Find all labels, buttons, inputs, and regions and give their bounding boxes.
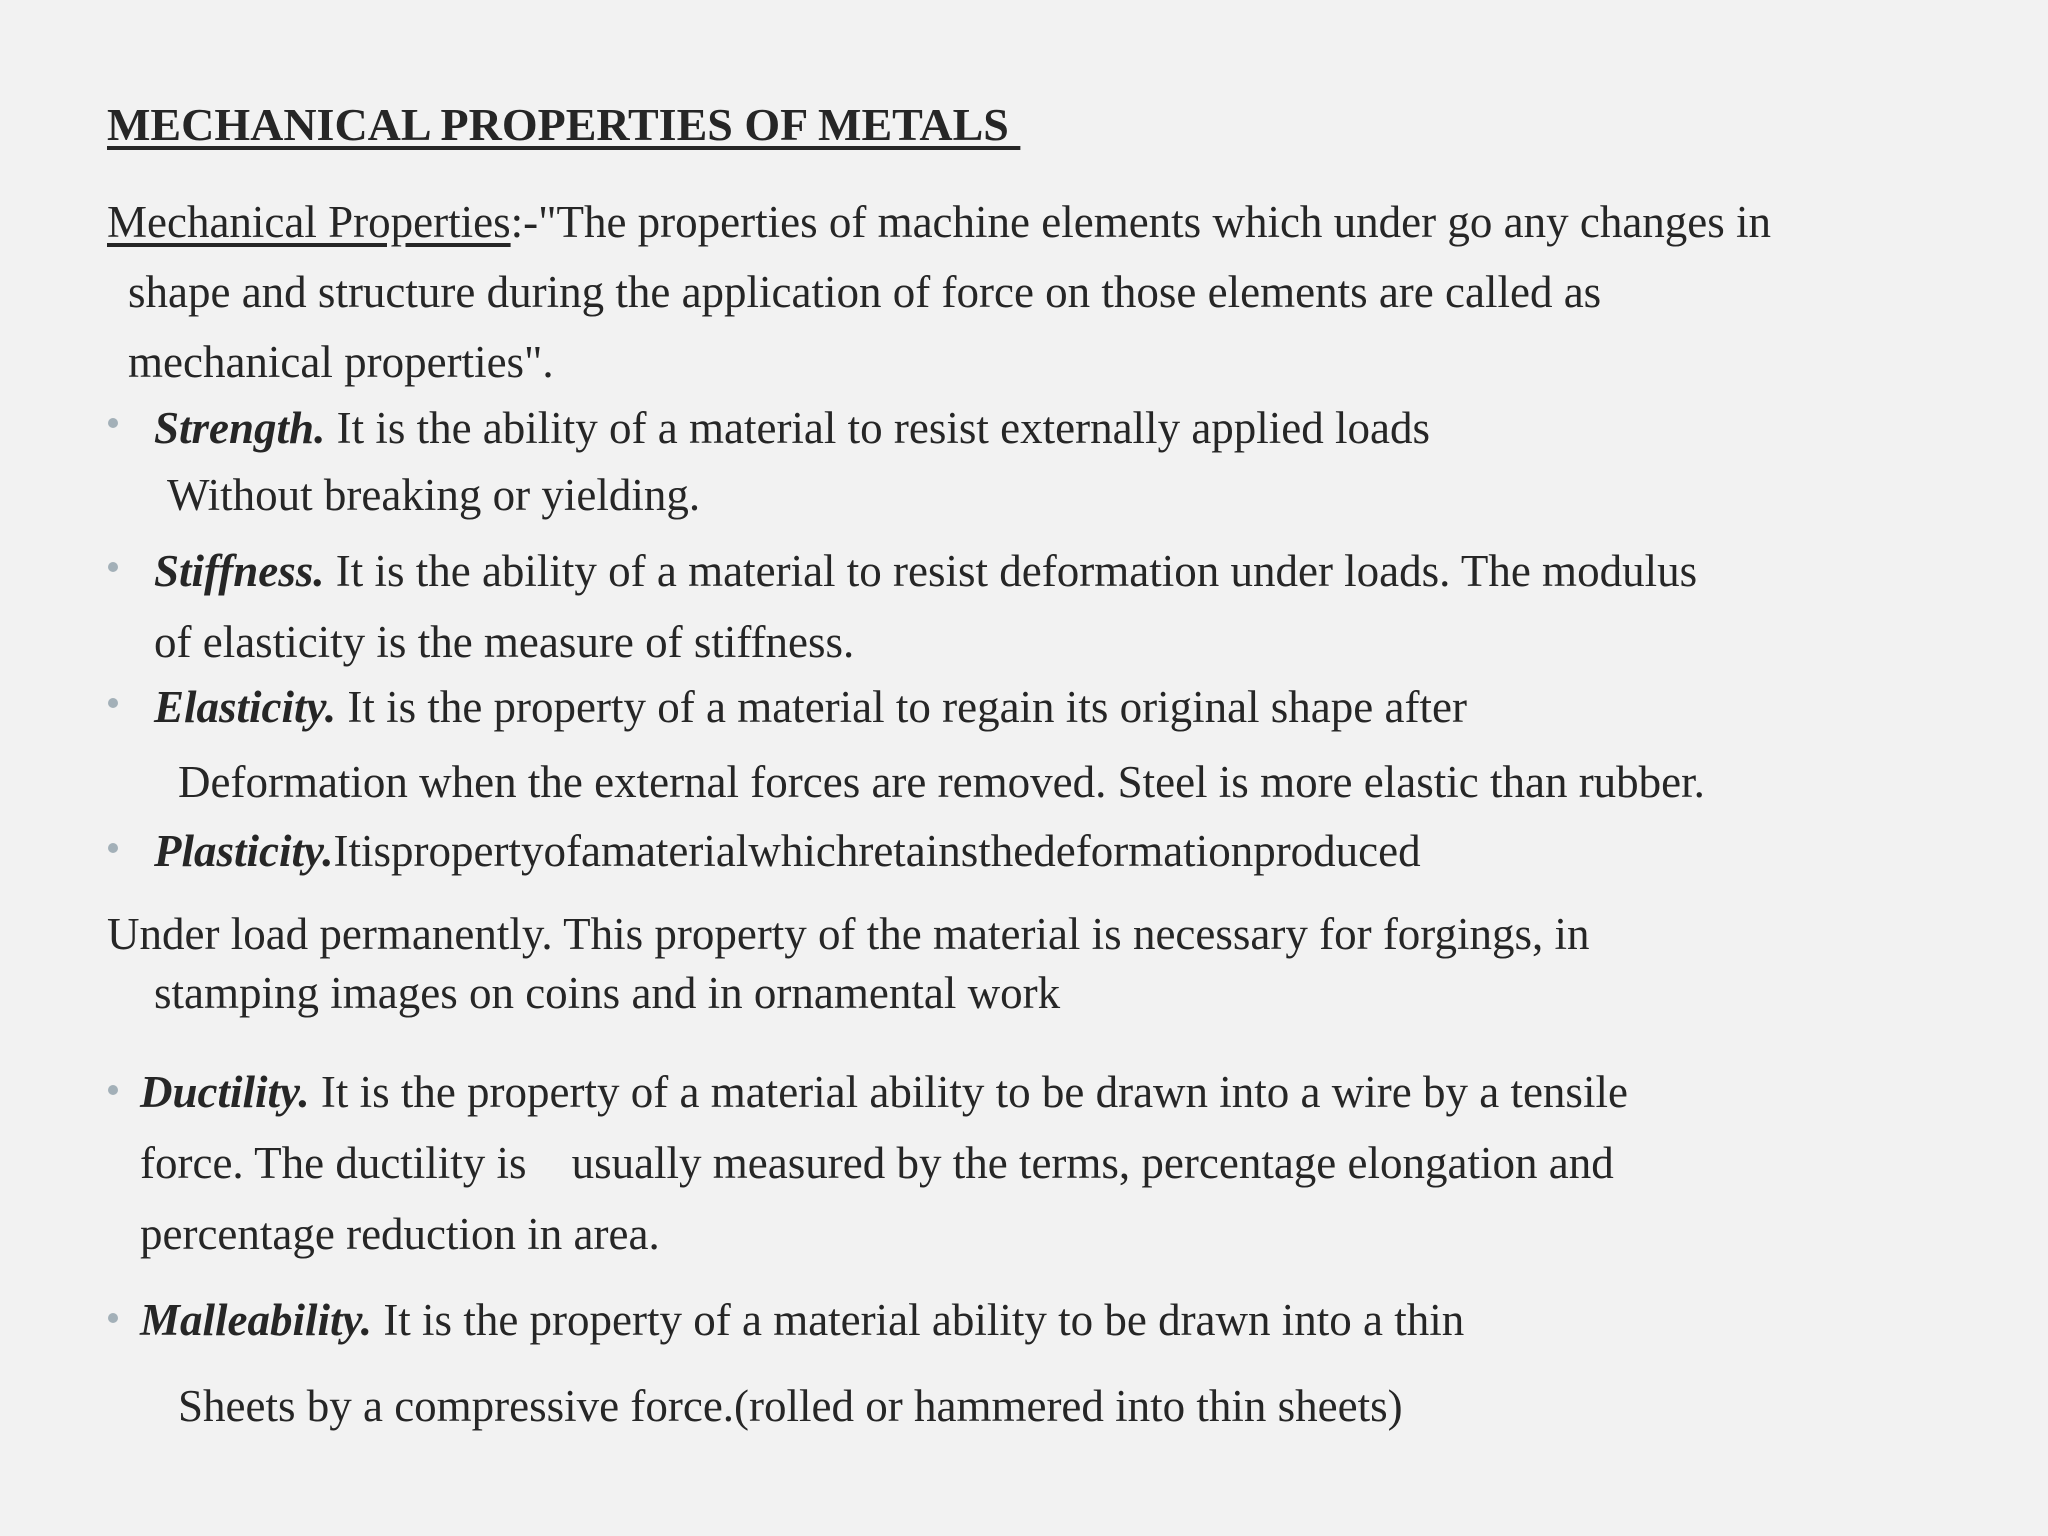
ductility-term: Ductility. [140, 1067, 310, 1117]
strength-line-1 [154, 403, 1431, 453]
definition-text-1: :-"The properties of machine elements which under go any changes in [510, 197, 1772, 247]
stiffness-line-2: of elasticity is the measure of stiffness. [154, 617, 855, 667]
ductility-line-2: force. The ductility is usually measured by the terms, percentage elongation and [140, 1138, 1614, 1188]
strength-text-1: It is the ability of a material to resist externally applied loads [325, 403, 1431, 453]
plasticity-term: Plasticity. [154, 826, 334, 876]
bullet-stiffness [108, 562, 118, 572]
elasticity-text-1: It is the property of a material to regain its original shape after [336, 682, 1467, 732]
elasticity-line-1 [154, 682, 1467, 732]
ductility-line-1 [140, 1067, 1628, 1117]
bullet-strength [108, 418, 118, 428]
definition-term: Mechanical Properties [107, 197, 511, 247]
ductility-text-1: It is the property of a material ability to be drawn into a wire by a tensile [309, 1067, 1628, 1117]
strength-line-2: Without breaking or yielding. [167, 470, 701, 520]
bullet-ductility [108, 1085, 118, 1095]
definition-line-2: shape and structure during the application of force on those elements are called as [128, 267, 1602, 317]
stiffness-line-1 [154, 546, 1698, 596]
bullet-elasticity [108, 698, 118, 708]
elasticity-term: Elasticity. [154, 682, 337, 732]
plasticity-line-1 [154, 826, 1421, 876]
definition-line-3: mechanical properties". [128, 337, 554, 387]
strength-term: Strength. [154, 403, 326, 453]
bullet-malleability [108, 1313, 118, 1323]
malleability-term: Malleability. [140, 1295, 373, 1345]
bullet-plasticity [108, 843, 118, 853]
stiffness-term: Stiffness. [154, 546, 325, 596]
malleability-line-2: Sheets by a compressive force.(rolled or hammered into thin sheets) [178, 1381, 1403, 1431]
plasticity-text-1: Itispropertyofamaterialwhichretainsthedeformationproduced [333, 826, 1421, 876]
stiffness-text-1: It is the ability of a material to resist deformation under loads. The modulus [324, 546, 1698, 596]
malleability-line-1 [140, 1295, 1465, 1345]
page-title: MECHANICAL PROPERTIES OF METALS [107, 99, 1021, 150]
ductility-line-3: percentage reduction in area. [140, 1209, 660, 1259]
plasticity-line-2: Under load permanently. This property of the material is necessary for forgings, in [107, 909, 1590, 959]
malleability-text-1: It is the property of a material ability to be drawn into a thin [372, 1295, 1465, 1345]
elasticity-line-2: Deformation when the external forces are removed. Steel is more elastic than rubber. [178, 757, 1705, 807]
plasticity-line-3: stamping images on coins and in ornamental work [154, 968, 1061, 1018]
definition-line-1 [107, 197, 1772, 247]
